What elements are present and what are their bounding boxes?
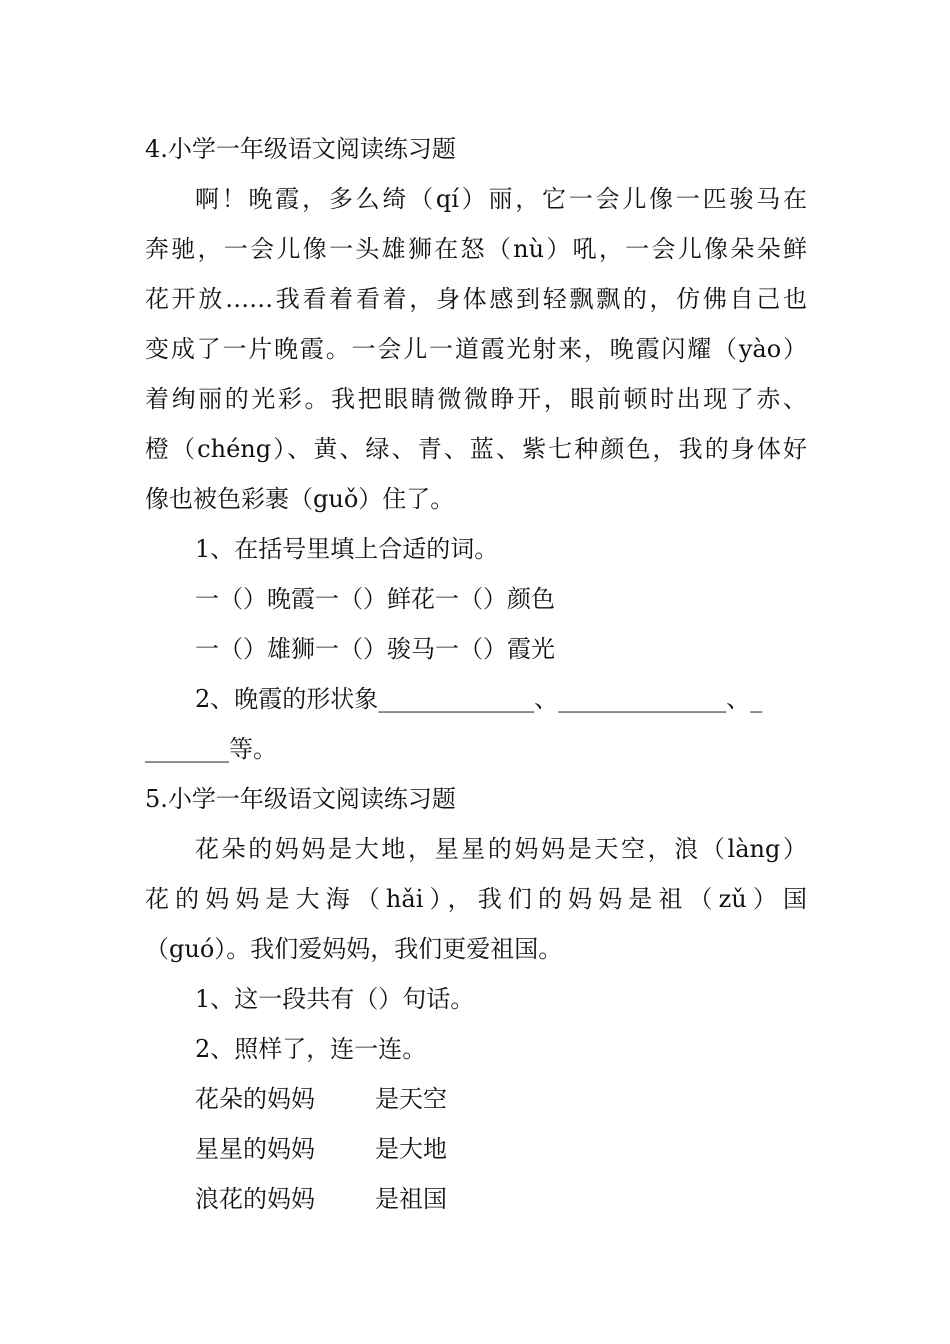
- section-4-question-1-row: 一（）晚霞一（）鲜花一（）颜色: [195, 585, 555, 613]
- section-5-passage-line: 花朵的妈妈是大地，星星的妈妈是天空，浪（làng）: [195, 835, 807, 863]
- section-4-passage-line: 像也被色彩裹（guǒ）住了。: [145, 485, 455, 513]
- matching-right-item: 是天空: [375, 1085, 447, 1113]
- section-4-passage-line: 啊！晚霞，多么绮（qí）丽，它一会儿像一匹骏马在: [195, 185, 807, 213]
- document-page: [145, 124, 807, 1224]
- matching-pair-row: [145, 1174, 807, 1224]
- section-5-title: 5.小学一年级语文阅读练习题: [145, 785, 456, 813]
- section-4-passage-line: 橙（chéng）、黄、绿、青、蓝、紫七种颜色，我的身体好: [145, 435, 807, 463]
- section-4-question-2: 2、晚霞的形状象_____________、______________、_: [195, 685, 763, 713]
- section-4-question-1: 1、在括号里填上合适的词。: [195, 535, 499, 563]
- section-4-title: 4.小学一年级语文阅读练习题: [145, 135, 456, 163]
- section-5-question-1: 1、这一段共有（）句话。: [195, 985, 475, 1013]
- matching-right-item: 是大地: [375, 1135, 447, 1163]
- matching-right-item: 是祖国: [375, 1185, 447, 1213]
- section-4-question-2-continued: _______等。: [145, 735, 277, 763]
- matching-pair-row: [145, 1074, 807, 1124]
- section-4-passage-line: 奔驰，一会儿像一头雄狮在怒（nù）吼，一会儿像朵朵鲜: [145, 235, 807, 263]
- section-4-passage-line: 着绚丽的光彩。我把眼睛微微睁开，眼前顿时出现了赤、: [145, 385, 807, 413]
- matching-pair-row: [145, 1124, 807, 1174]
- section-4-passage-line: 花开放……我看着看着，身体感到轻飘飘的，仿佛自己也: [145, 285, 807, 313]
- matching-left-item: 星星的妈妈: [195, 1135, 315, 1163]
- section-5-passage-line: 花的妈妈是大海（hǎi），我们的妈妈是祖（zǔ）国: [145, 885, 807, 913]
- matching-left-item: 花朵的妈妈: [195, 1085, 315, 1113]
- section-5-question-2: 2、照样了，连一连。: [195, 1035, 427, 1063]
- matching-left-item: 浪花的妈妈: [195, 1185, 315, 1213]
- section-5-passage-line: （guó）。我们爱妈妈，我们更爱祖国。: [145, 935, 563, 963]
- section-4-question-1-row: 一（）雄狮一（）骏马一（）霞光: [195, 635, 555, 663]
- section-4-passage-line: 变成了一片晚霞。一会儿一道霞光射来，晚霞闪耀（yào）: [145, 335, 807, 363]
